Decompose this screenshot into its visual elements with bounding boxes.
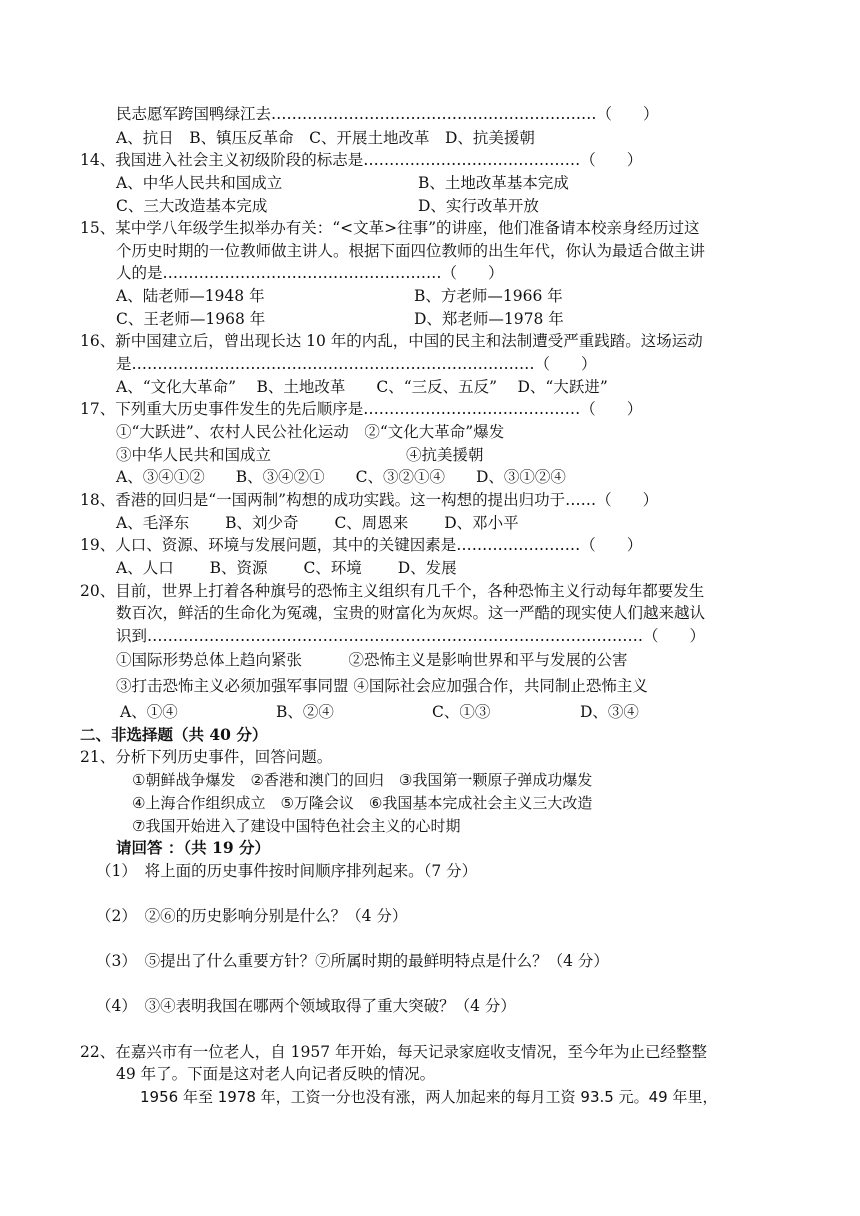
q13-options: A、抗日 B、镇压反革命 C、开展土地改革 D、抗美援朝	[116, 129, 535, 147]
q20-stem-line2: 数百次，鲜活的生命化为冤魂，宝贵的财富化为灰烬。这一严酷的现实使人们越来越认	[116, 604, 706, 622]
q20-option-d: D、③④	[580, 703, 639, 721]
q14-option-c: C、三大改造基本完成	[116, 197, 268, 215]
q22-quote-line1: 1956 年至 1978 年，工资一分也没有涨，两人加起来的每月工资 93.5 元。49 年里，	[140, 1088, 718, 1106]
q18-options: A、毛泽东 B、刘少奇 C、周恩来 D、邓小平	[116, 514, 519, 532]
q16-options: A、“文化大革命” B、土地改革 C、“三反、五反” D、“大跃进”	[116, 378, 608, 396]
q15-stem-line2: 个历史时期的一位教师做主讲人。根据下面四位教师的出生年代，你认为最适合做主讲	[116, 242, 706, 260]
q22-stem-line1: 22、在嘉兴市有一位老人，自 1957 年开始，每天记录家庭收支情况，至今年为止已经整整	[80, 1043, 708, 1061]
q20-statements-line2: ③打击恐怖主义必须加强军事同盟 ④国际社会应加强合作，共同制止恐怖主义	[116, 677, 648, 695]
q17-event-3: ③中华人民共和国成立	[116, 446, 272, 464]
q20-statements-line1: ①国际形势总体上趋向紧张 ②恐怖主义是影响世界和平与发展的公害	[116, 651, 628, 669]
q20-option-a: A、①④	[120, 703, 178, 721]
section-2-heading: 二、非选择题（共 40 分）	[80, 725, 268, 744]
q17-events-line1: ①“大跃进”、农村人民公社化运动 ②“文化大革命”爆发	[116, 423, 505, 441]
q15-option-d: D、郑老师—1978 年	[414, 310, 564, 328]
q20-option-c: C、①③	[432, 703, 491, 721]
q19-options: A、人口 B、资源 C、环境 D、发展	[116, 559, 457, 577]
q18-stem: 18、香港的回归是“一国两制”构想的成功实践。这一构想的提出归功于……（ ）	[80, 491, 659, 509]
q21-part-1: （1） 将上面的历史事件按时间顺序排列起来。（7 分）	[96, 862, 478, 880]
q14-option-a: A、中华人民共和国成立	[116, 174, 283, 192]
q15-option-a: A、陆老师—1948 年	[116, 287, 265, 305]
q14-option-b: B、土地改革基本完成	[418, 174, 569, 192]
q16-stem-line1: 16、新中国建立后，曾出现长达 10 年的内乱，中国的民主和法制遭受严重践踏。这场运动	[80, 332, 703, 350]
q21-part-2: （2） ②⑥的历史影响分别是什么？（4 分）	[96, 907, 408, 925]
q15-stem-line3: 人的是………………………………………………（ ）	[116, 264, 504, 282]
q14-option-d: D、实行改革开放	[418, 197, 539, 215]
q15-option-b: B、方老师—1966 年	[414, 287, 563, 305]
q21-events-line2: ④上海合作组织成立 ⑤万隆会议 ⑥我国基本完成社会主义三大改造	[132, 794, 593, 812]
q17-options: A、③④①② B、③④②① C、③②①④ D、③①②④	[116, 468, 566, 486]
q16-stem-line2: 是……………………………………………………………………（ ）	[116, 355, 597, 373]
q17-event-4: ④抗美援朝	[406, 446, 484, 464]
q19-stem: 19、人口、资源、环境与发展问题，其中的关键因素是……………………（ ）	[80, 536, 643, 554]
q20-stem-line3: 识到……………………………………………………………………………………（ ）	[116, 627, 706, 645]
q14-stem: 14、我国进入社会主义初级阶段的标志是……………………………………（ ）	[80, 151, 643, 169]
q21-events-line1: ①朝鲜战争爆发 ②香港和澳门的回归 ③我国第一颗原子弹成功爆发	[132, 771, 593, 789]
q21-part-3: （3） ⑤提出了什么重要方针？⑦所属时期的最鲜明特点是什么？（4 分）	[96, 952, 609, 970]
q21-part-4: （4） ③④表明我国在哪两个领域取得了重大突破？（4 分）	[96, 997, 516, 1015]
q22-stem-line2: 49 年了。下面是这对老人向记者反映的情况。	[116, 1065, 436, 1083]
q15-stem-line1: 15、某中学八年级学生拟举办有关：“<文革>往事”的讲座，他们准备请本校亲身经历过这	[80, 219, 700, 237]
q20-stem-line1: 20、目前，世界上打着各种旗号的恐怖主义组织有几千个，各种恐怖主义行动每年都要发生	[80, 582, 705, 600]
q21-events-line3: ⑦我国开始进入了建设中国特色社会主义的心时期	[132, 817, 461, 835]
q13-continuation: 民志愿军跨国鸭绿江去………………………………………………………（ ）	[116, 105, 659, 123]
q21-prompt: 请回答 ：（共 19 分）	[116, 838, 271, 857]
q17-stem: 17、下列重大历史事件发生的先后顺序是……………………………………（ ）	[80, 400, 643, 418]
q21-stem: 21、分析下列历史事件，回答问题。	[80, 748, 333, 766]
q15-option-c: C、王老师—1968 年	[116, 310, 266, 328]
q20-option-b: B、②④	[276, 703, 334, 721]
